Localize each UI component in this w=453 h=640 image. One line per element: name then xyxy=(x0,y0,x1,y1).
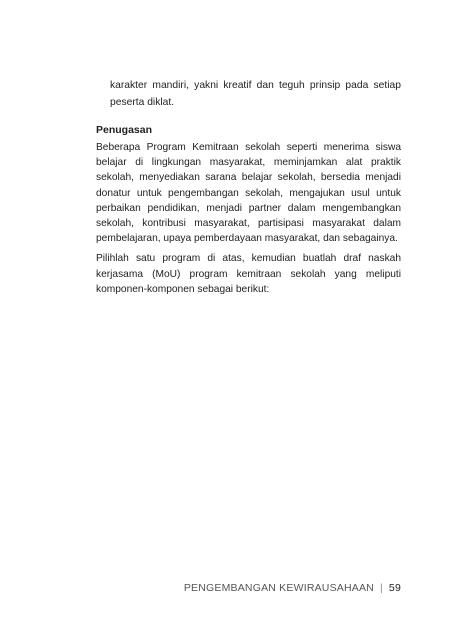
footer-separator: | xyxy=(379,582,383,594)
section-body xyxy=(96,140,401,302)
assignment-paragraph: Beberapa Program Kemitraan sekolah seperti menerima siswa belajar di lingkungan masyarakat, meminjamkan alat praktik sekolah, menyediakan sarana belajar sekolah, bersedia menjadi donatur untuk pengembangan sekolah, mengajukan usul untuk perbaikan pendidikan, menjadi partner dalam mengembangkan sekolah, kontribusi masyarakat, partisipasi masyarakat dalam pembelajaran, upaya pemberdayaan masyarakat, dan sebagainya. xyxy=(96,142,401,245)
page-footer xyxy=(184,582,401,594)
footer-book-title: PENGEMBANGAN KEWIRAUSAHAAN xyxy=(183,582,374,594)
intro-text: karakter mandiri, yakni kreatif dan teguh prinsip pada setiap peserta diklat. xyxy=(110,80,401,108)
instruction-paragraph: Pilihlah satu program di atas, kemudian buatlah draf naskah kerjasama (MoU) program kemitraan sekolah yang meliputi komponen-komponen sebagai berikut: xyxy=(96,253,401,295)
section-title: Penugasan xyxy=(96,124,153,136)
page-number: 59 xyxy=(388,582,401,594)
intro-paragraph xyxy=(110,78,401,111)
